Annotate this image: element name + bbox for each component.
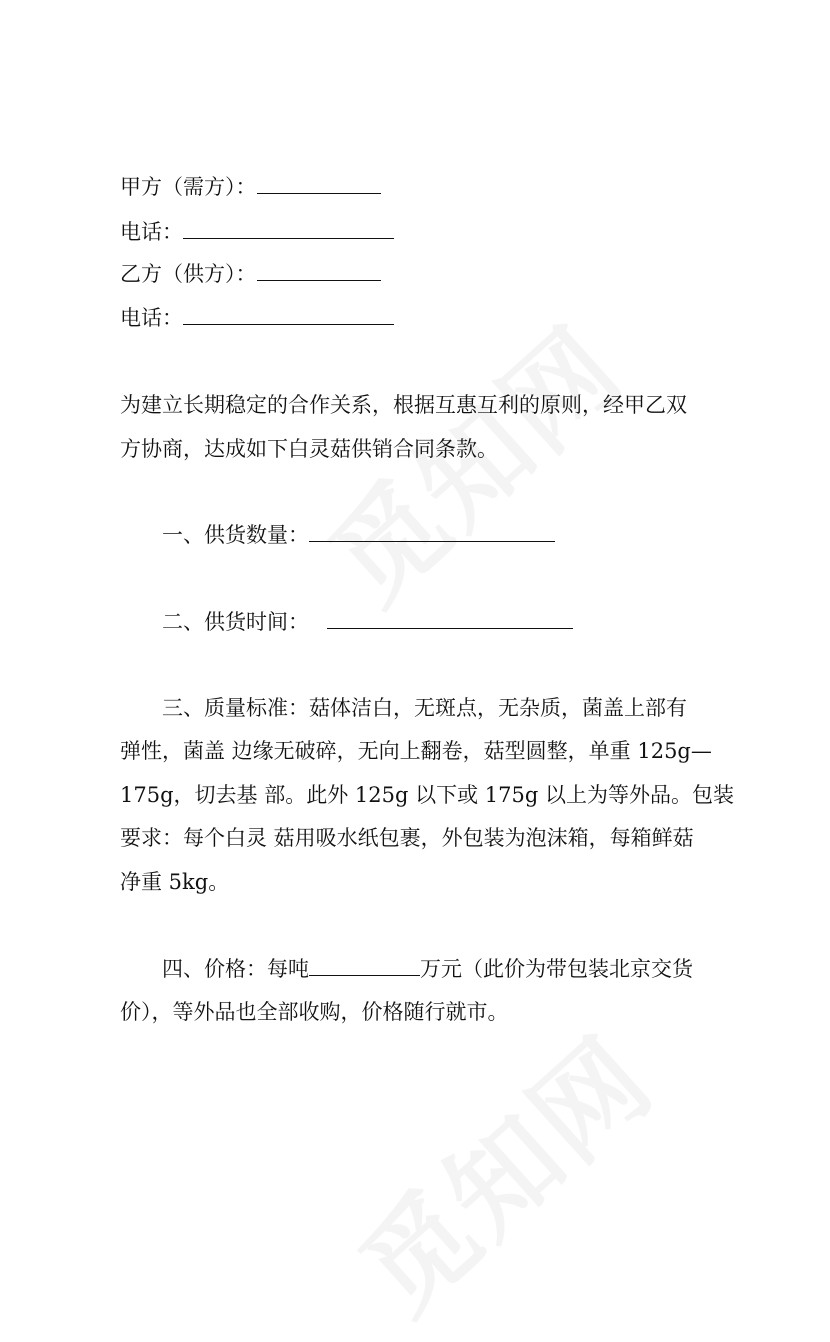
time-blank	[327, 610, 573, 629]
time-line	[162, 610, 573, 634]
quality-line-4: 要求：每个白灵 菇用吸水纸包裹，外包装为泡沫箱，每箱鲜菇	[120, 826, 694, 850]
party-a-label: 甲方（需方）：	[120, 175, 257, 199]
intro-line-1: 为建立长期稳定的合作关系，根据互惠互利的原则，经甲乙双	[120, 393, 687, 417]
quality-line-3: 175g，切去基 部。此外 125g 以下或 175g 以上为等外品。包装	[120, 783, 734, 807]
intro-line-2: 方协商，达成如下白灵菇供销合同条款。	[120, 437, 498, 461]
phone-a-line	[120, 220, 394, 244]
price-line-2: 价），等外品也全部收购，价格随行就市。	[120, 1000, 509, 1024]
quality-line-1: 三、质量标准：菇体洁白，无斑点，无杂质，菌盖上部有	[162, 696, 687, 720]
quantity-line	[162, 523, 555, 547]
party-b-line	[120, 262, 381, 286]
party-a-line	[120, 175, 381, 199]
quantity-blank	[309, 523, 555, 542]
price-label-after: 万元（此价为带包装北京交货	[420, 957, 693, 981]
phone-b-line	[120, 306, 394, 330]
price-blank	[309, 957, 420, 976]
party-b-blank	[257, 262, 381, 281]
party-a-blank	[257, 175, 381, 194]
phone-a-blank	[183, 220, 394, 239]
party-b-label: 乙方（供方）：	[120, 262, 257, 286]
phone-b-label: 电话：	[120, 306, 183, 330]
phone-a-label: 电话：	[120, 220, 183, 244]
phone-b-blank	[183, 306, 394, 325]
price-label-before: 四、价格：每吨	[162, 957, 309, 981]
quality-line-5: 净重 5kg。	[120, 870, 230, 894]
price-line-1	[162, 957, 693, 981]
watermark	[321, 996, 681, 1342]
quantity-label: 一、供货数量：	[162, 523, 309, 547]
time-label: 二、供货时间：	[162, 610, 309, 634]
quality-line-2: 弹性，菌盖 边缘无破碎，无向上翻卷，菇型圆整，单重 125g—	[120, 739, 712, 763]
